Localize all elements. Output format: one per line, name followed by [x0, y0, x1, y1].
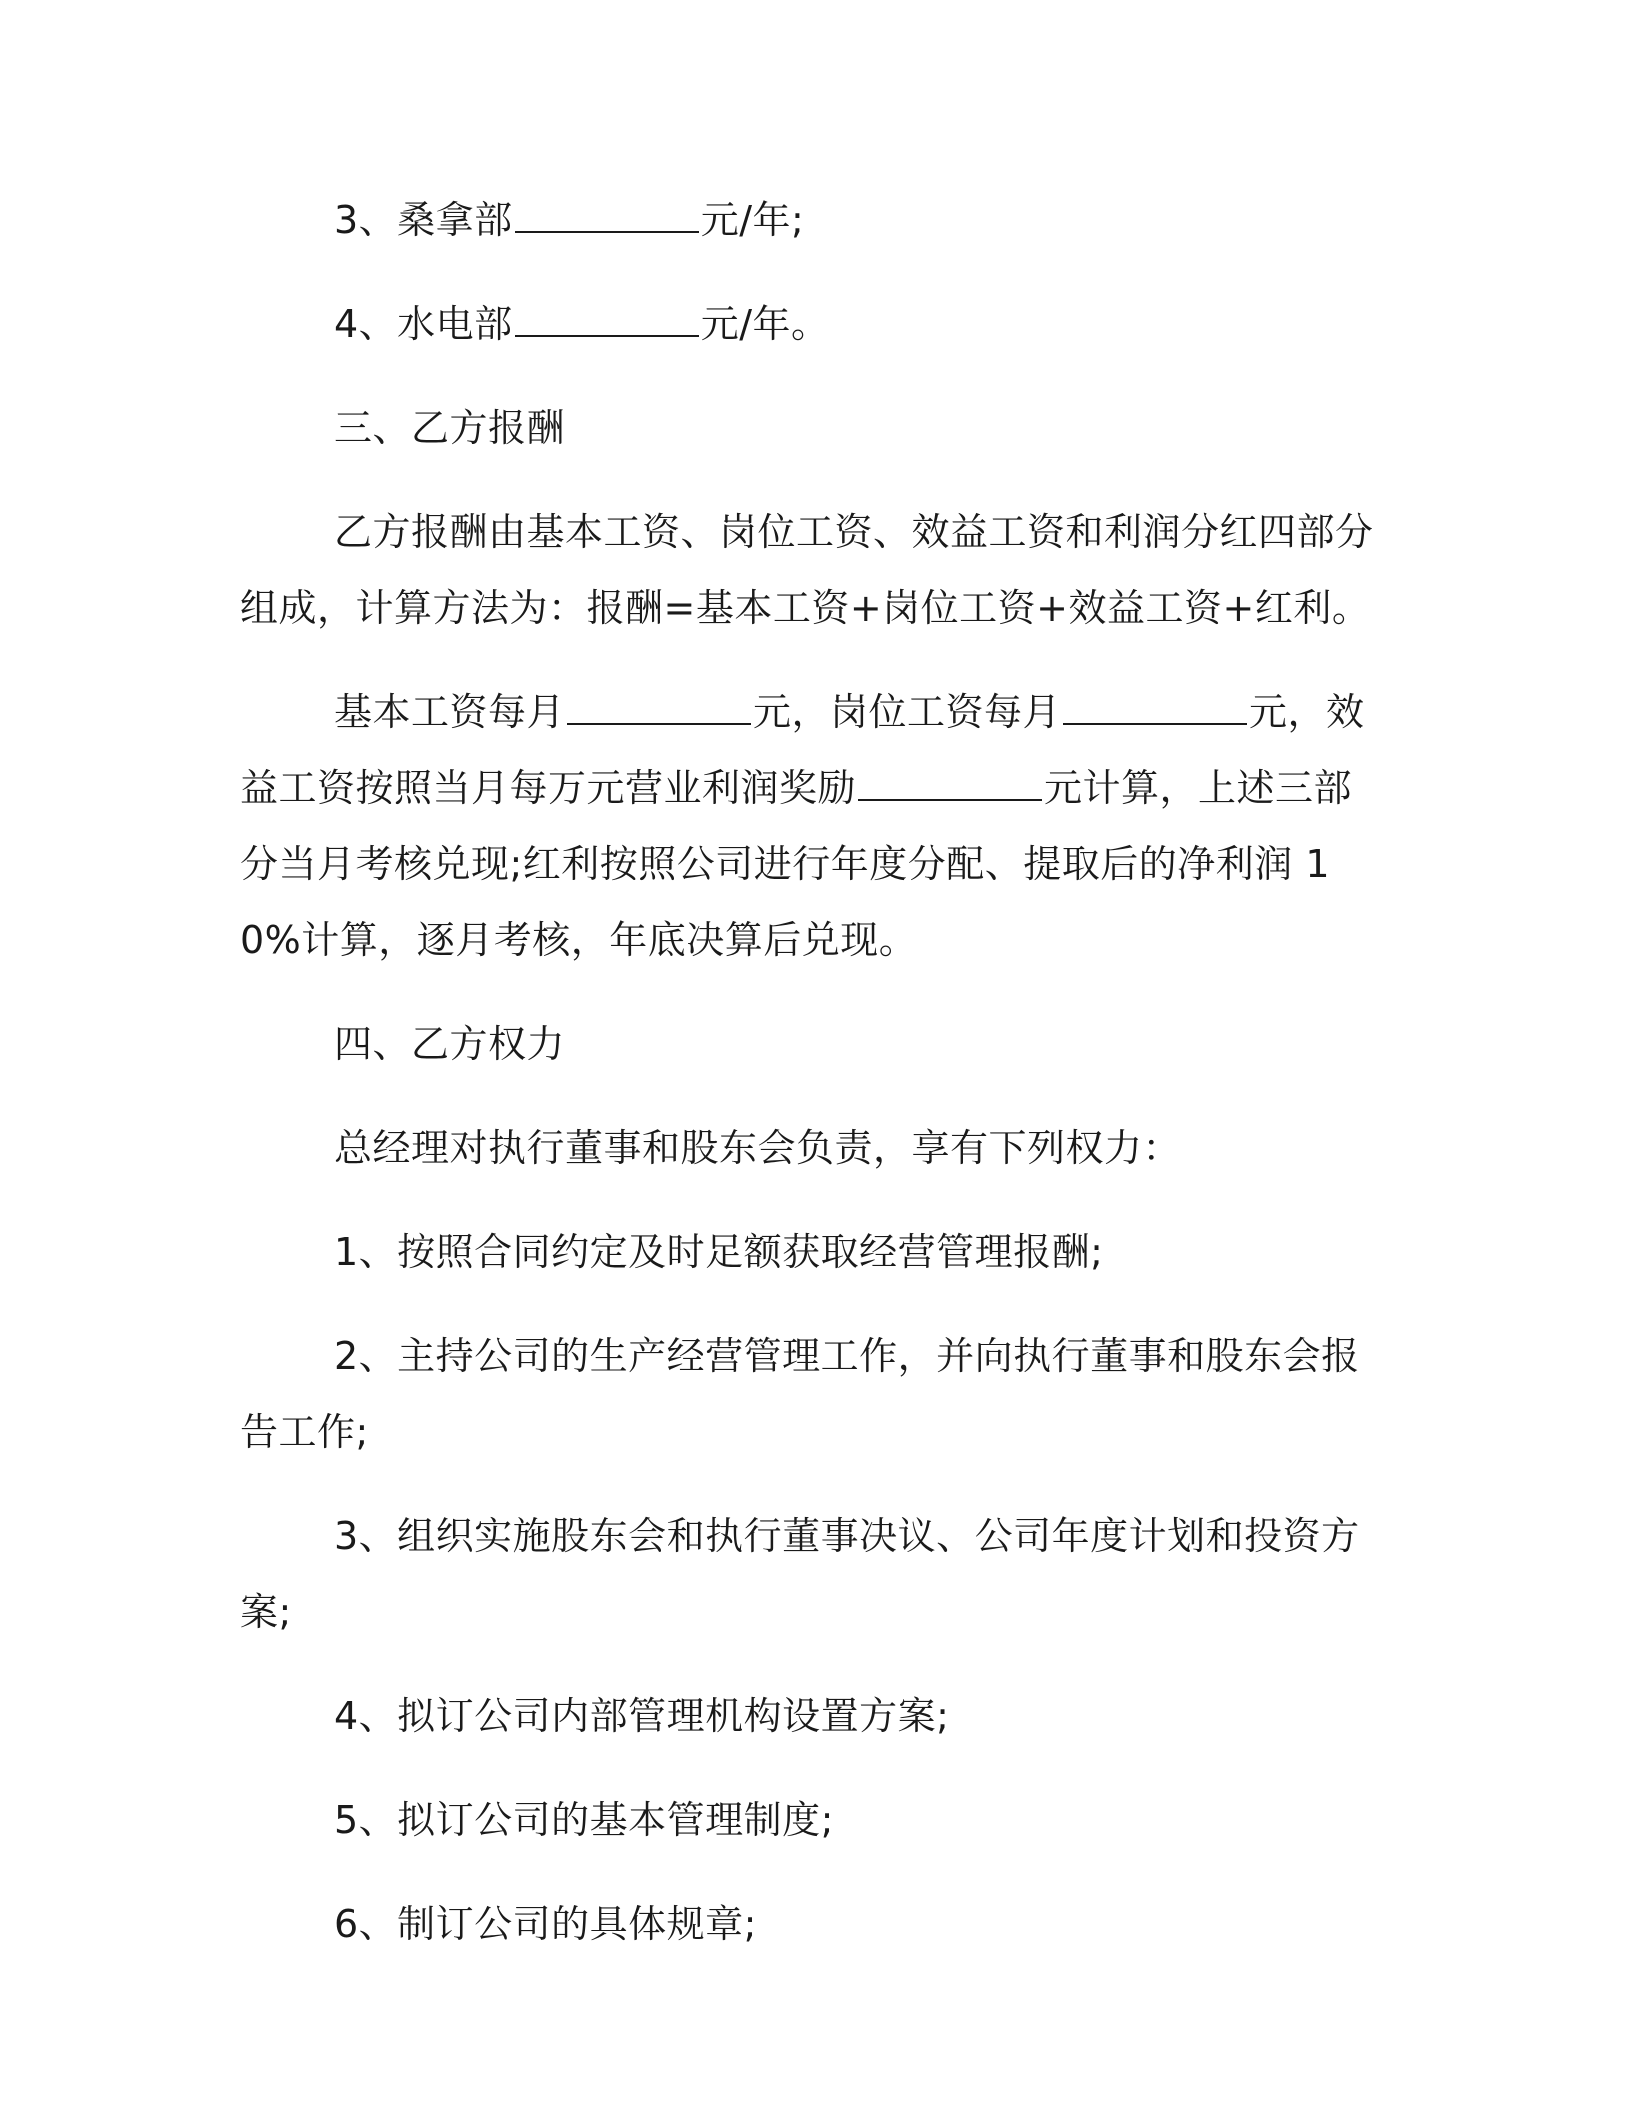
section-heading-remuneration: 三、乙方报酬 [334, 406, 566, 450]
item-sauna [240, 182, 1375, 258]
power-item-3: 3、组织实施股东会和执行董事决议、公司年度计划和投资方案; [240, 1514, 1360, 1634]
fill-in-blank [567, 715, 751, 725]
fill-in-blank [515, 327, 699, 337]
salary-paragraph [240, 674, 1375, 978]
fill-in-blank [1063, 715, 1247, 725]
item-unit: 元/年。 [700, 302, 830, 346]
text-span: 元计算，上述三部分当月考核兑现;红利按照公司进行年度分配、提取后的净利润 10%计算，逐月考核，年底决算后兑现。 [240, 766, 1353, 962]
document-body [240, 182, 1375, 1962]
remuneration-paragraph: 乙方报酬由基本工资、岗位工资、效益工资和利润分红四部分组成，计算方法为：报酬=基本工资+岗位工资+效益工资+红利。 [240, 510, 1374, 630]
item-label: 3、桑拿部 [334, 198, 513, 242]
item-unit: 元/年; [700, 198, 805, 242]
power-item-6: 6、制订公司的具体规章; [334, 1902, 757, 1946]
power-item-4: 4、拟订公司内部管理机构设置方案; [334, 1694, 950, 1738]
text-span: 元，效益工资按照当月每万元营业利润奖励 [240, 690, 1365, 810]
item-utilities [240, 286, 1375, 362]
text-span: 基本工资每月 [334, 690, 566, 734]
fill-in-blank [858, 791, 1042, 801]
power-item-1: 1、按照合同约定及时足额获取经营管理报酬; [334, 1230, 1104, 1274]
powers-intro: 总经理对执行董事和股东会负责，享有下列权力： [334, 1126, 1182, 1170]
fill-in-blank [515, 223, 699, 233]
text-span: 元，岗位工资每月 [753, 690, 1062, 734]
section-heading-powers: 四、乙方权力 [334, 1022, 566, 1066]
item-label: 4、水电部 [334, 302, 513, 346]
power-item-5: 5、拟订公司的基本管理制度; [334, 1798, 834, 1842]
power-item-2: 2、主持公司的生产经营管理工作，并向执行董事和股东会报告工作; [240, 1334, 1360, 1454]
